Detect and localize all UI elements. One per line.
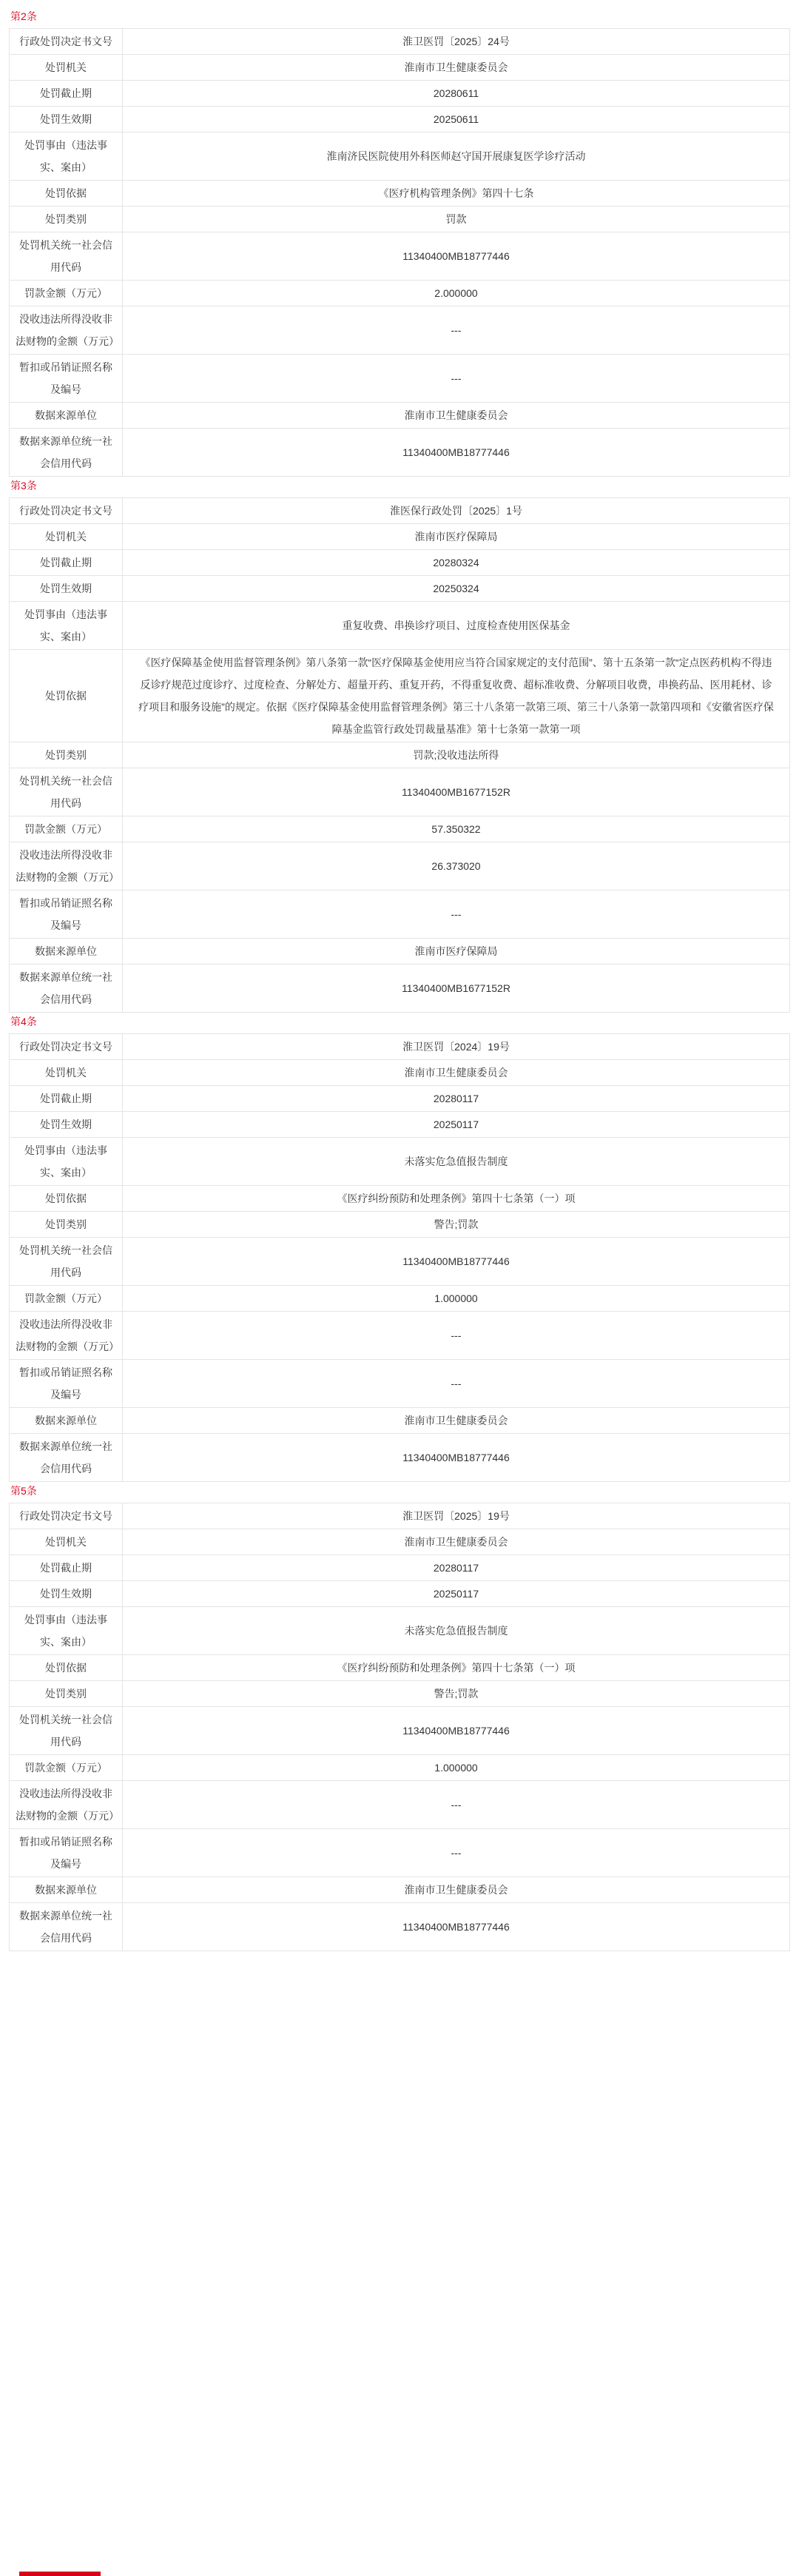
- decision-number-label: 行政处罚决定书文号: [10, 29, 123, 55]
- decision-number-value: 淮医保行政处罚〔2025〕1号: [123, 498, 790, 524]
- basis-value: 《医疗纠纷预防和处理条例》第四十七条第（一）项: [123, 1186, 790, 1212]
- table-row: [10, 576, 790, 602]
- confiscated-amount-value: ---: [123, 306, 790, 355]
- confiscated-amount-value: 26.373020: [123, 842, 790, 890]
- penalty-type-label: 处罚类别: [10, 742, 123, 768]
- source-credit-code-value: 11340400MB18777446: [123, 429, 790, 477]
- license-value: ---: [123, 1829, 790, 1877]
- decision-number-label: 行政处罚决定书文号: [10, 498, 123, 524]
- table-row: [10, 1903, 790, 1951]
- source-credit-code-value: 11340400MB1677152R: [123, 965, 790, 1013]
- table-row: [10, 890, 790, 939]
- authority-label: 处罚机关: [10, 524, 123, 550]
- table-row: [10, 1529, 790, 1555]
- source-unit-label: 数据来源单位: [10, 939, 123, 965]
- records-list: [9, 7, 790, 1951]
- table-row: [10, 768, 790, 816]
- table-row: [10, 1238, 790, 1286]
- confiscated-amount-label: 没收违法所得没收非法财物的金额（万元）: [10, 842, 123, 890]
- source-credit-code-label: 数据来源单位统一社会信用代码: [10, 1903, 123, 1951]
- table-row: [10, 1312, 790, 1360]
- authority-label: 处罚机关: [10, 1060, 123, 1086]
- fine-amount-value: 1.000000: [123, 1286, 790, 1312]
- penalty-type-label: 处罚类别: [10, 207, 123, 232]
- record-section: [9, 1013, 790, 1482]
- penalty-type-value: 警告;罚款: [123, 1212, 790, 1238]
- authority-label: 处罚机关: [10, 1529, 123, 1555]
- decision-number-label: 行政处罚决定书文号: [10, 1503, 123, 1529]
- table-row: [10, 29, 790, 55]
- basis-label: 处罚依据: [10, 650, 123, 742]
- record-header: 第5条: [10, 1485, 37, 1497]
- reason-value: 重复收费、串换诊疗项目、过度检查使用医保基金: [123, 602, 790, 650]
- reason-label: 处罚事由（违法事实、案由）: [10, 1607, 123, 1655]
- confiscated-amount-label: 没收违法所得没收非法财物的金额（万元）: [10, 1312, 123, 1360]
- active-tab-indicator[interactable]: [19, 2572, 101, 2576]
- effective-date-value: 20250117: [123, 1581, 790, 1607]
- table-row: [10, 602, 790, 650]
- source-unit-value: 淮南市卫生健康委员会: [123, 1408, 790, 1434]
- table-row: [10, 403, 790, 429]
- effective-date-value: 20250611: [123, 107, 790, 133]
- fine-amount-value: 1.000000: [123, 1755, 790, 1781]
- fine-amount-label: 罚款金额（万元）: [10, 281, 123, 306]
- decision-number-value: 淮卫医罚〔2024〕19号: [123, 1034, 790, 1060]
- credit-code-value: 11340400MB18777446: [123, 1238, 790, 1286]
- record-section: [9, 1482, 790, 1951]
- table-row: [10, 1112, 790, 1138]
- fine-amount-value: 2.000000: [123, 281, 790, 306]
- table-row: [10, 742, 790, 768]
- record-section: [9, 7, 790, 477]
- table-row: [10, 1086, 790, 1112]
- license-label: 暂扣或吊销证照名称及编号: [10, 1360, 123, 1408]
- deadline-value: 20280117: [123, 1555, 790, 1581]
- penalty-type-value: 罚款;没收违法所得: [123, 742, 790, 768]
- table-row: [10, 107, 790, 133]
- deadline-value: 20280611: [123, 81, 790, 107]
- license-label: 暂扣或吊销证照名称及编号: [10, 1829, 123, 1877]
- table-row: [10, 1877, 790, 1903]
- credit-code-label: 处罚机关统一社会信用代码: [10, 232, 123, 281]
- basis-label: 处罚依据: [10, 181, 123, 207]
- source-credit-code-label: 数据来源单位统一社会信用代码: [10, 965, 123, 1013]
- table-row: [10, 1781, 790, 1829]
- table-row: [10, 207, 790, 232]
- table-row: [10, 1681, 790, 1707]
- deadline-label: 处罚截止期: [10, 81, 123, 107]
- license-label: 暂扣或吊销证照名称及编号: [10, 355, 123, 403]
- table-row: [10, 306, 790, 355]
- reason-label: 处罚事由（违法事实、案由）: [10, 1138, 123, 1186]
- confiscated-amount-label: 没收违法所得没收非法财物的金额（万元）: [10, 1781, 123, 1829]
- reason-value: 未落实危急值报告制度: [123, 1138, 790, 1186]
- basis-value: 《医疗纠纷预防和处理条例》第四十七条第（一）项: [123, 1655, 790, 1681]
- effective-date-label: 处罚生效期: [10, 1112, 123, 1138]
- penalty-type-value: 警告;罚款: [123, 1681, 790, 1707]
- table-row: [10, 1755, 790, 1781]
- table-row: [10, 1060, 790, 1086]
- basis-value: 《医疗机构管理条例》第四十七条: [123, 181, 790, 207]
- penalty-type-label: 处罚类别: [10, 1212, 123, 1238]
- license-value: ---: [123, 890, 790, 939]
- table-row: [10, 81, 790, 107]
- table-row: [10, 550, 790, 576]
- source-unit-label: 数据来源单位: [10, 1408, 123, 1434]
- table-row: [10, 355, 790, 403]
- credit-code-value: 11340400MB18777446: [123, 1707, 790, 1755]
- confiscated-amount-value: ---: [123, 1312, 790, 1360]
- table-row: [10, 232, 790, 281]
- fine-amount-label: 罚款金额（万元）: [10, 1755, 123, 1781]
- decision-number-value: 淮卫医罚〔2025〕24号: [123, 29, 790, 55]
- table-row: [10, 965, 790, 1013]
- table-row: [10, 1707, 790, 1755]
- table-row: [10, 650, 790, 742]
- effective-date-value: 20250324: [123, 576, 790, 602]
- basis-value: 《医疗保障基金使用监督管理条例》第八条第一款“医疗保障基金使用应当符合国家规定的支付范围”、第十五条第一款“定点医药机构不得违反诊疗规范过度诊疗、过度检查、分解处方、超量开药、重复开药，不得重复收费、超标准收费、分解项目收费，串换药品、医用耗材、诊疗项目和服务设施”的规定。依据《医疗保障基金使用监督管理条例》第三十八条第一款第三项、第三十八条第一款第四项和《安徽省医疗保障基金监管行政处罚裁量基准》第十七条第一款第一项: [123, 650, 790, 742]
- effective-date-label: 处罚生效期: [10, 576, 123, 602]
- table-row: [10, 181, 790, 207]
- effective-date-value: 20250117: [123, 1112, 790, 1138]
- deadline-label: 处罚截止期: [10, 1555, 123, 1581]
- authority-value: 淮南市卫生健康委员会: [123, 55, 790, 81]
- confiscated-amount-value: ---: [123, 1781, 790, 1829]
- license-value: ---: [123, 1360, 790, 1408]
- fine-amount-label: 罚款金额（万元）: [10, 1286, 123, 1312]
- effective-date-label: 处罚生效期: [10, 1581, 123, 1607]
- credit-code-label: 处罚机关统一社会信用代码: [10, 768, 123, 816]
- source-unit-label: 数据来源单位: [10, 1877, 123, 1903]
- reason-value: 未落实危急值报告制度: [123, 1607, 790, 1655]
- source-unit-label: 数据来源单位: [10, 403, 123, 429]
- table-row: [10, 1212, 790, 1238]
- source-credit-code-label: 数据来源单位统一社会信用代码: [10, 1434, 123, 1482]
- deadline-label: 处罚截止期: [10, 550, 123, 576]
- table-row: [10, 1829, 790, 1877]
- authority-value: 淮南市卫生健康委员会: [123, 1060, 790, 1086]
- table-row: [10, 1655, 790, 1681]
- table-row: [10, 1360, 790, 1408]
- basis-label: 处罚依据: [10, 1186, 123, 1212]
- source-unit-value: 淮南市卫生健康委员会: [123, 1877, 790, 1903]
- record-section: [9, 477, 790, 1013]
- record-table: [9, 1033, 790, 1482]
- penalty-type-value: 罚款: [123, 207, 790, 232]
- confiscated-amount-label: 没收违法所得没收非法财物的金额（万元）: [10, 306, 123, 355]
- table-row: [10, 1138, 790, 1186]
- table-row: [10, 1286, 790, 1312]
- authority-value: 淮南市医疗保障局: [123, 524, 790, 550]
- credit-code-label: 处罚机关统一社会信用代码: [10, 1238, 123, 1286]
- source-credit-code-value: 11340400MB18777446: [123, 1903, 790, 1951]
- license-value: ---: [123, 355, 790, 403]
- deadline-value: 20280117: [123, 1086, 790, 1112]
- reason-label: 处罚事由（违法事实、案由）: [10, 133, 123, 181]
- table-row: [10, 1408, 790, 1434]
- record-table: [9, 497, 790, 1013]
- fine-amount-value: 57.350322: [123, 816, 790, 842]
- record-header: 第2条: [10, 10, 37, 22]
- decision-number-label: 行政处罚决定书文号: [10, 1034, 123, 1060]
- table-row: [10, 1503, 790, 1529]
- credit-code-label: 处罚机关统一社会信用代码: [10, 1707, 123, 1755]
- effective-date-label: 处罚生效期: [10, 107, 123, 133]
- authority-value: 淮南市卫生健康委员会: [123, 1529, 790, 1555]
- table-row: [10, 1581, 790, 1607]
- table-row: [10, 281, 790, 306]
- record-header: 第4条: [10, 1016, 37, 1027]
- reason-label: 处罚事由（违法事实、案由）: [10, 602, 123, 650]
- decision-number-value: 淮卫医罚〔2025〕19号: [123, 1503, 790, 1529]
- credit-code-value: 11340400MB1677152R: [123, 768, 790, 816]
- source-credit-code-label: 数据来源单位统一社会信用代码: [10, 429, 123, 477]
- record-table: [9, 28, 790, 477]
- basis-label: 处罚依据: [10, 1655, 123, 1681]
- table-row: [10, 939, 790, 965]
- table-row: [10, 1186, 790, 1212]
- table-row: [10, 524, 790, 550]
- source-unit-value: 淮南市医疗保障局: [123, 939, 790, 965]
- table-row: [10, 842, 790, 890]
- fine-amount-label: 罚款金额（万元）: [10, 816, 123, 842]
- deadline-value: 20280324: [123, 550, 790, 576]
- table-row: [10, 1034, 790, 1060]
- table-row: [10, 55, 790, 81]
- table-row: [10, 1555, 790, 1581]
- table-row: [10, 498, 790, 524]
- license-label: 暂扣或吊销证照名称及编号: [10, 890, 123, 939]
- credit-code-value: 11340400MB18777446: [123, 232, 790, 281]
- table-row: [10, 133, 790, 181]
- reason-value: 淮南济民医院使用外科医师赵守国开展康复医学诊疗活动: [123, 133, 790, 181]
- table-row: [10, 1434, 790, 1482]
- source-credit-code-value: 11340400MB18777446: [123, 1434, 790, 1482]
- authority-label: 处罚机关: [10, 55, 123, 81]
- table-row: [10, 429, 790, 477]
- table-row: [10, 1607, 790, 1655]
- penalty-type-label: 处罚类别: [10, 1681, 123, 1707]
- source-unit-value: 淮南市卫生健康委员会: [123, 403, 790, 429]
- table-row: [10, 816, 790, 842]
- deadline-label: 处罚截止期: [10, 1086, 123, 1112]
- record-header: 第3条: [10, 480, 37, 492]
- record-table: [9, 1503, 790, 1951]
